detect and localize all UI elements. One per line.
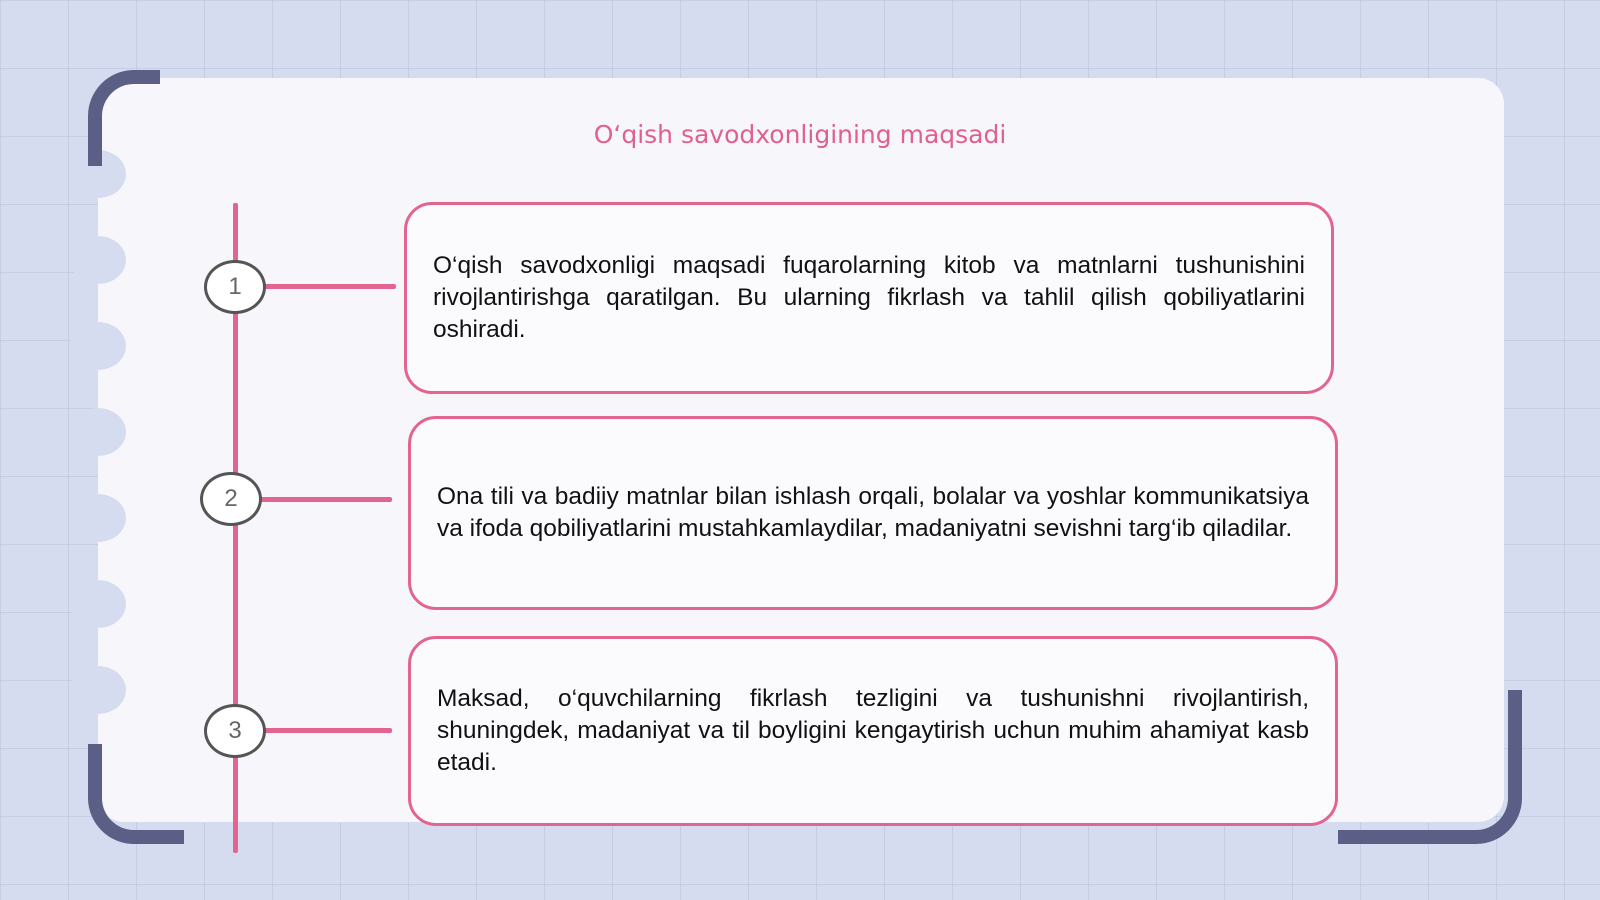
item-box-1: [404, 202, 1334, 394]
card-edge-notch: [70, 236, 126, 284]
item-box-2: [408, 416, 1338, 610]
item-box-3: [408, 636, 1338, 826]
step-marker-3: 3: [204, 704, 266, 758]
card-edge-notch: [70, 322, 126, 370]
item-text-1: O‘qish savodxonligi maqsadi fuqarolarning kitob va matnlarni tushunishini rivojlantirishga qaratilgan. Bu ularning fikrlash va tahlil qilish qobiliyatlarini oshiradi.: [433, 252, 1305, 343]
card-edge-notch: [70, 408, 126, 456]
card-edge-notch: [70, 580, 126, 628]
corner-bracket-top-left: [88, 70, 160, 166]
card-edge-notch: [70, 494, 126, 542]
corner-bracket-bottom-right: [1338, 690, 1522, 844]
timeline-connector: [262, 284, 396, 289]
step-marker-1: 1: [204, 260, 266, 314]
timeline-connector: [262, 728, 392, 733]
card-edge-notch: [70, 666, 126, 714]
slide-title: O‘qish savodxonligining maqsadi: [593, 120, 1007, 149]
step-marker-2: 2: [200, 472, 262, 526]
timeline-connector: [258, 497, 392, 502]
corner-bracket-bottom-left: [88, 744, 184, 844]
item-text-2: Ona tili va badiiy matnlar bilan ishlash orqali, bolalar va yoshlar kommunikatsiya va ifoda qobiliyatlarini mustahkamlaydilar, madaniyatni sevishni targ‘ib qiladilar.: [437, 483, 1309, 542]
item-text-3: Maksad, o‘quvchilarning fikrlash tezligini va tushunishni rivojlantirish, shuningdek, madaniyat va til boyligini kengaytirish uchun muhim ahamiyat kasb etadi.: [437, 685, 1309, 776]
